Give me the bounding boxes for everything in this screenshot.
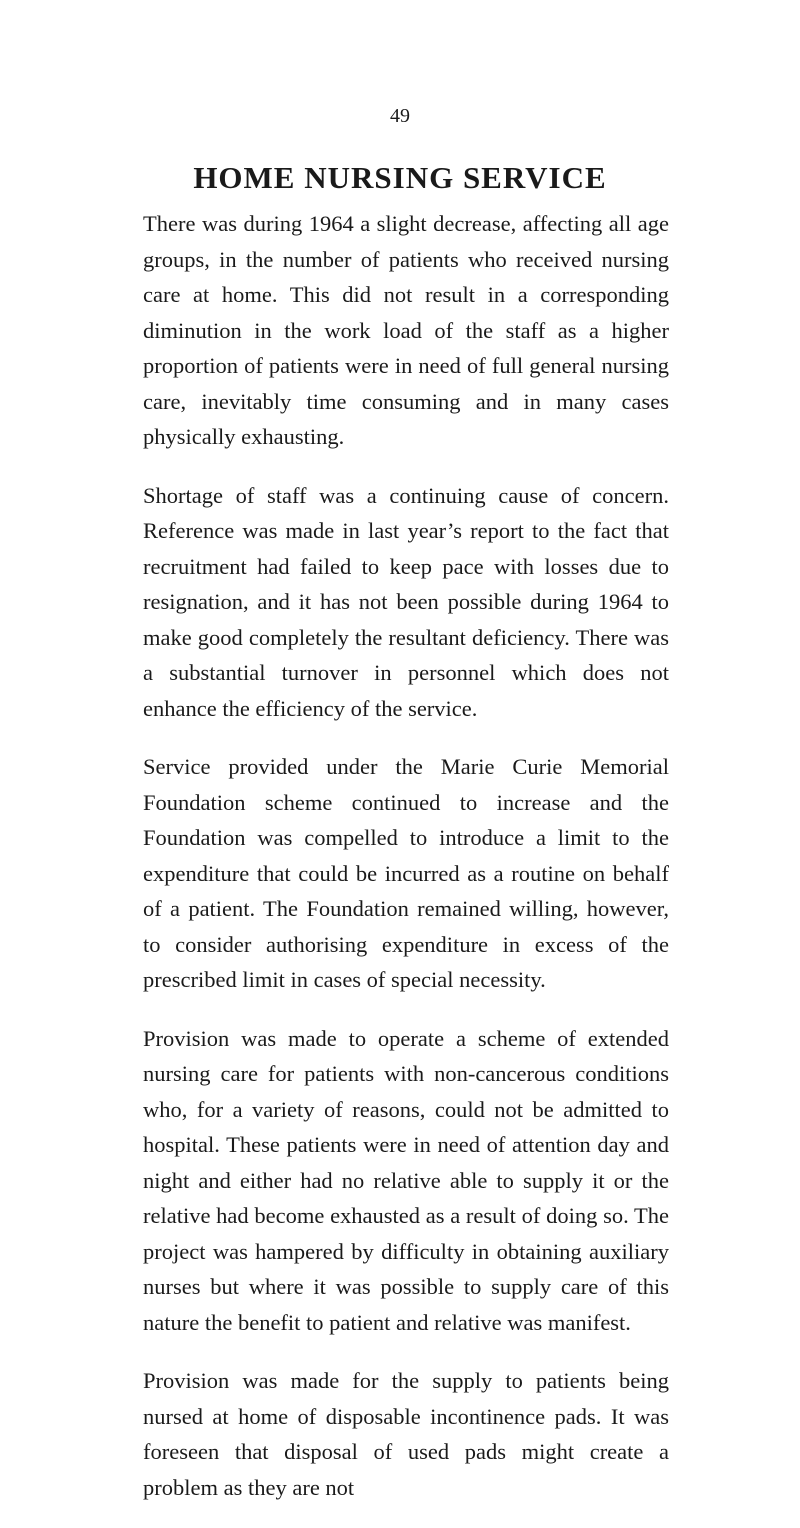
paragraph-staff-shortage: Shortage of staff was a continuing cause of concern. Reference was made in last year’s report to the fact that recruitment had failed to keep pace with losses due to resignation, and it has not been possible during 1964 to make good completely the resultant deficiency. There was a substantial turnover in personnel which does not enhance the efficiency of the service. <box>143 482 669 721</box>
paragraph-extended-nursing: Provision was made to operate a scheme of extended nursing care for patients with non-cancerous conditions who, for a variety of reasons, could not be admitted to hospital. These patients were in need of attention day and night and either had no relative able to supply it or the relative had become exhausted as a result of doing so. The project was hampered by difficulty in obtaining auxiliary nurses but where it was possible to supply care of this nature the benefit to patient and relative was manifest. <box>143 1025 669 1335</box>
page-title: HOME NURSING SERVICE <box>193 160 607 195</box>
paragraph-incontinence-pads: Provision was made for the supply to patients being nursed at home of disposable incontinence pads. It was foreseen that disposal of used pads might create a problem as they are not <box>143 1368 669 1500</box>
paragraph-marie-curie-scheme: Service provided under the Marie Curie Memorial Foundation scheme continued to increase and the Foundation was compelled to introduce a limit to the expenditure that could be incurred as a routine on behalf of a patient. The Foundation remained willing, however, to consider authorising expenditure in excess of the prescribed limit in cases of special necessity. <box>143 754 669 992</box>
body-text <box>143 206 669 1528</box>
paragraph-staff-workload: There was during 1964 a slight decrease, affecting all age groups, in the number of patients who received nursing care at home. This did not result in a corresponding diminution in the work load of the staff as a higher proportion of patients were in need of full general nursing care, inevitably time consuming and in many cases physically exhausting. <box>143 211 669 449</box>
page-number: 49 <box>390 105 410 127</box>
